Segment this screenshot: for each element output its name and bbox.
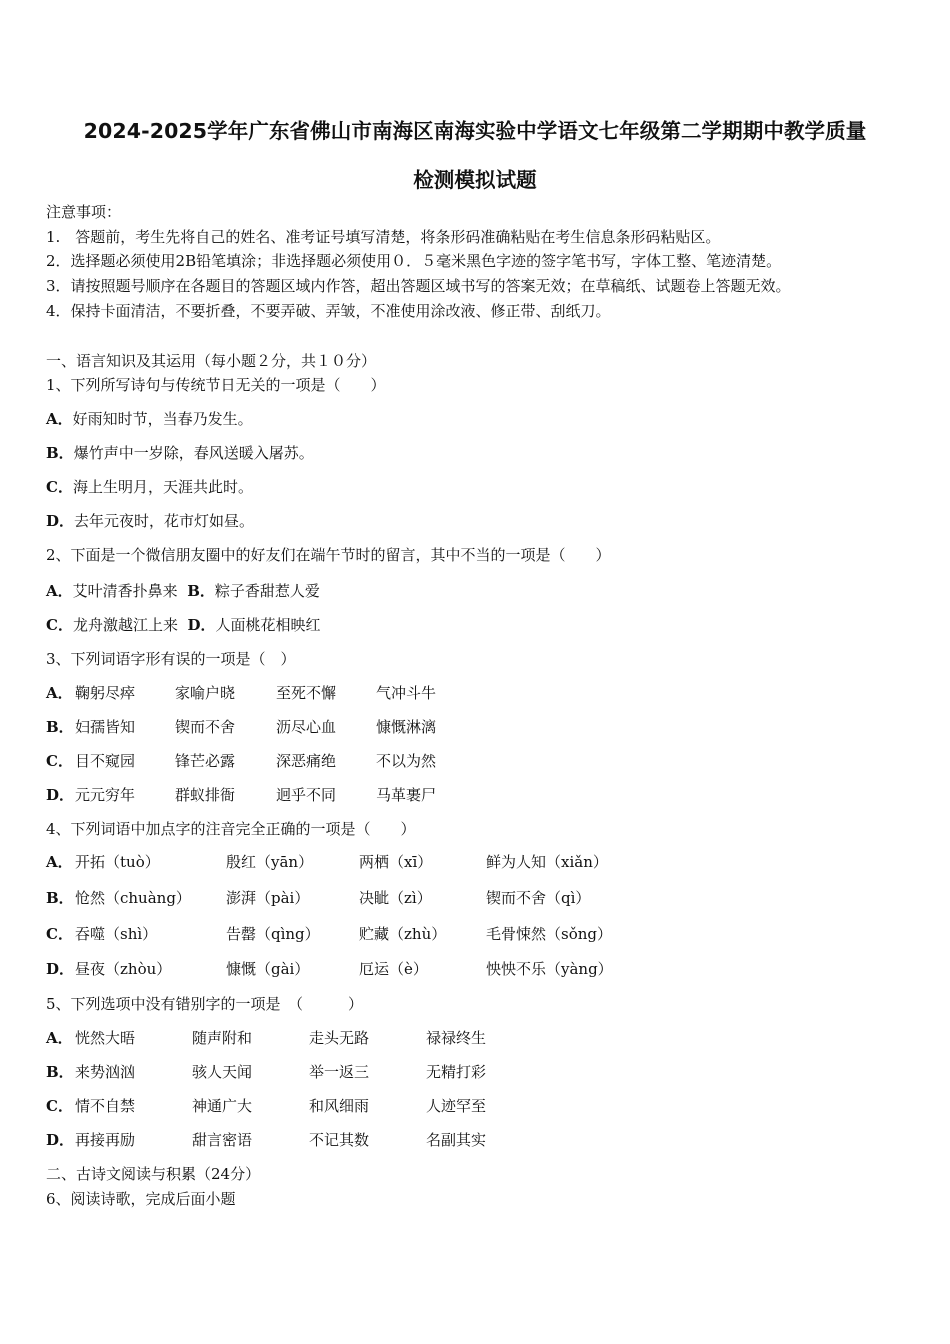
q1-option-a <box>46 409 253 429</box>
word-cell: 至死不懈 <box>276 684 337 702</box>
word-cell: 妇孺皆知 <box>75 718 136 736</box>
option-label: D． <box>46 786 75 804</box>
question-2-stem: 2、下面是一个微信朋友圈中的好友们在端午节时的留言，其中不当的一项是（ ） <box>46 546 611 564</box>
question-6-stem: 6、阅读诗歌，完成后面小题 <box>46 1190 236 1208</box>
section-2-heading: 二、古诗文阅读与积累（24分） <box>46 1165 261 1183</box>
pinyin-cell: 锲而不舍（qì） <box>486 889 591 907</box>
question-5-stem: 5、下列选项中没有错别字的一项是 （ ） <box>46 995 364 1013</box>
pinyin-cell: 毛骨悚然（sǒng） <box>486 925 612 943</box>
q1-option-b <box>46 443 314 463</box>
q2-row-1 <box>46 581 320 601</box>
option-label: C． <box>46 616 73 634</box>
word-cell: 人迹罕至 <box>426 1097 487 1115</box>
option-label: C． <box>46 925 73 943</box>
notice-heading: 注意事项： <box>46 203 122 221</box>
option-label: A． <box>46 582 73 600</box>
word-cell: 再接再励 <box>75 1131 136 1149</box>
pinyin-cell: 鲜为人知（xiǎn） <box>486 853 608 871</box>
question-1-stem: 1、下列所写诗句与传统节日无关的一项是（ ） <box>46 376 386 394</box>
word-cell: 举一返三 <box>309 1063 370 1081</box>
option-text: 爆竹声中一岁除，春风送暖入屠苏。 <box>73 444 314 462</box>
exam-title-line-2: 检测模拟试题 <box>413 168 537 192</box>
word-cell: 沥尽心血 <box>276 718 337 736</box>
q1-option-d <box>46 511 254 531</box>
word-cell: 气冲斗牛 <box>376 684 437 702</box>
option-label: A． <box>46 410 73 428</box>
pinyin-cell: 开拓（tuò） <box>75 853 160 871</box>
option-label: B． <box>46 889 74 907</box>
option-label: B． <box>46 1063 74 1081</box>
word-cell: 锋芒必露 <box>175 752 236 770</box>
word-cell: 和风细雨 <box>309 1097 370 1115</box>
pinyin-cell: 决眦（zì） <box>359 889 432 907</box>
option-label: B． <box>46 444 74 462</box>
word-cell: 目不窥园 <box>75 752 136 770</box>
option-text: 好雨知时节，当春乃发生。 <box>72 410 253 428</box>
word-cell: 群蚁排衙 <box>175 786 236 804</box>
notice-item-4: 4．保持卡面清洁，不要折叠，不要弄破、弄皱，不准使用涂改液、修正带、刮纸刀。 <box>46 302 611 320</box>
word-cell: 不以为然 <box>376 752 437 770</box>
pinyin-cell: 昼夜（zhòu） <box>75 960 172 978</box>
word-cell: 神通广大 <box>192 1097 253 1115</box>
word-cell: 马革裹尸 <box>376 786 437 804</box>
word-cell: 迥乎不同 <box>276 786 337 804</box>
option-label: D． <box>187 616 216 634</box>
option-text: 海上生明月，天涯共此时。 <box>72 478 253 496</box>
option-text: 去年元夜时，花市灯如昼。 <box>74 512 255 530</box>
notice-item-1: 1. 答题前，考生先将自己的姓名、准考证号填写清楚，将条形码准确粘贴在考生信息条形码粘贴区。 <box>46 228 721 246</box>
word-cell: 不记其数 <box>309 1131 370 1149</box>
option-label: A． <box>46 853 73 871</box>
pinyin-cell: 怆然（chuàng） <box>75 889 191 907</box>
question-3-stem: 3、下列词语字形有误的一项是（ ） <box>46 650 296 668</box>
word-cell: 骇人天闻 <box>192 1063 253 1081</box>
word-cell: 情不自禁 <box>75 1097 136 1115</box>
word-cell: 家喻户晓 <box>175 684 236 702</box>
pinyin-cell: 厄运（è） <box>359 960 428 978</box>
pinyin-cell: 两栖（xī） <box>359 853 433 871</box>
notice-item-3: 3．请按照题号顺序在各题目的答题区域内作答，超出答题区域书写的答案无效；在草稿纸、试题卷上答题无效。 <box>46 277 791 295</box>
option-text: 粽子香甜惹人爱 <box>214 582 320 600</box>
option-label: A． <box>46 1029 73 1047</box>
word-cell: 禄禄终生 <box>426 1029 487 1047</box>
pinyin-cell: 澎湃（pài） <box>226 889 310 907</box>
word-cell: 深恶痛绝 <box>276 752 337 770</box>
word-cell: 名副其实 <box>426 1131 487 1149</box>
option-label: C． <box>46 478 73 496</box>
pinyin-cell: 怏怏不乐（yàng） <box>486 960 613 978</box>
option-text: 人面桃花相映红 <box>215 616 321 634</box>
pinyin-cell: 贮藏（zhù） <box>359 925 447 943</box>
word-cell: 随声附和 <box>192 1029 253 1047</box>
notice-item-2: 2．选择题必须使用2B铅笔填涂；非选择题必须使用０．５毫米黑色字迹的签字笔书写，字体工整、笔迹清楚。 <box>46 252 782 270</box>
word-cell: 甜言密语 <box>192 1131 253 1149</box>
section-1-heading: 一、语言知识及其运用（每小题２分，共１０分） <box>46 352 377 370</box>
option-text: 艾叶清香扑鼻来 <box>72 582 178 600</box>
question-4-stem: 4、下列词语中加点字的注音完全正确的一项是（ ） <box>46 820 416 838</box>
option-label: D． <box>46 512 75 530</box>
q1-option-c <box>46 477 253 497</box>
pinyin-cell: 殷红（yān） <box>226 853 314 871</box>
option-label: C． <box>46 1097 73 1115</box>
option-gap <box>178 616 188 634</box>
pinyin-cell: 慷慨（gài） <box>226 960 310 978</box>
word-cell: 元元穷年 <box>75 786 136 804</box>
option-label: B． <box>187 582 215 600</box>
option-text: 龙舟激越江上来 <box>72 616 178 634</box>
word-cell: 鞠躬尽瘁 <box>75 684 136 702</box>
word-cell: 锲而不舍 <box>175 718 236 736</box>
word-cell: 无精打彩 <box>426 1063 487 1081</box>
option-label: C． <box>46 752 73 770</box>
pinyin-cell: 告罄（qìng） <box>226 925 320 943</box>
option-gap <box>178 582 188 600</box>
word-cell: 来势汹汹 <box>75 1063 136 1081</box>
word-cell: 走头无路 <box>309 1029 370 1047</box>
option-label: A． <box>46 684 73 702</box>
pinyin-cell: 吞噬（shì） <box>75 925 158 943</box>
option-label: D． <box>46 960 75 978</box>
option-label: B． <box>46 718 74 736</box>
exam-title-line-1: 2024-2025学年广东省佛山市南海区南海实验中学语文七年级第二学期期中教学质量 <box>83 119 867 143</box>
word-cell: 慷慨淋漓 <box>376 718 437 736</box>
word-cell: 恍然大晤 <box>75 1029 136 1047</box>
q2-row-2 <box>46 615 321 635</box>
option-label: D． <box>46 1131 75 1149</box>
